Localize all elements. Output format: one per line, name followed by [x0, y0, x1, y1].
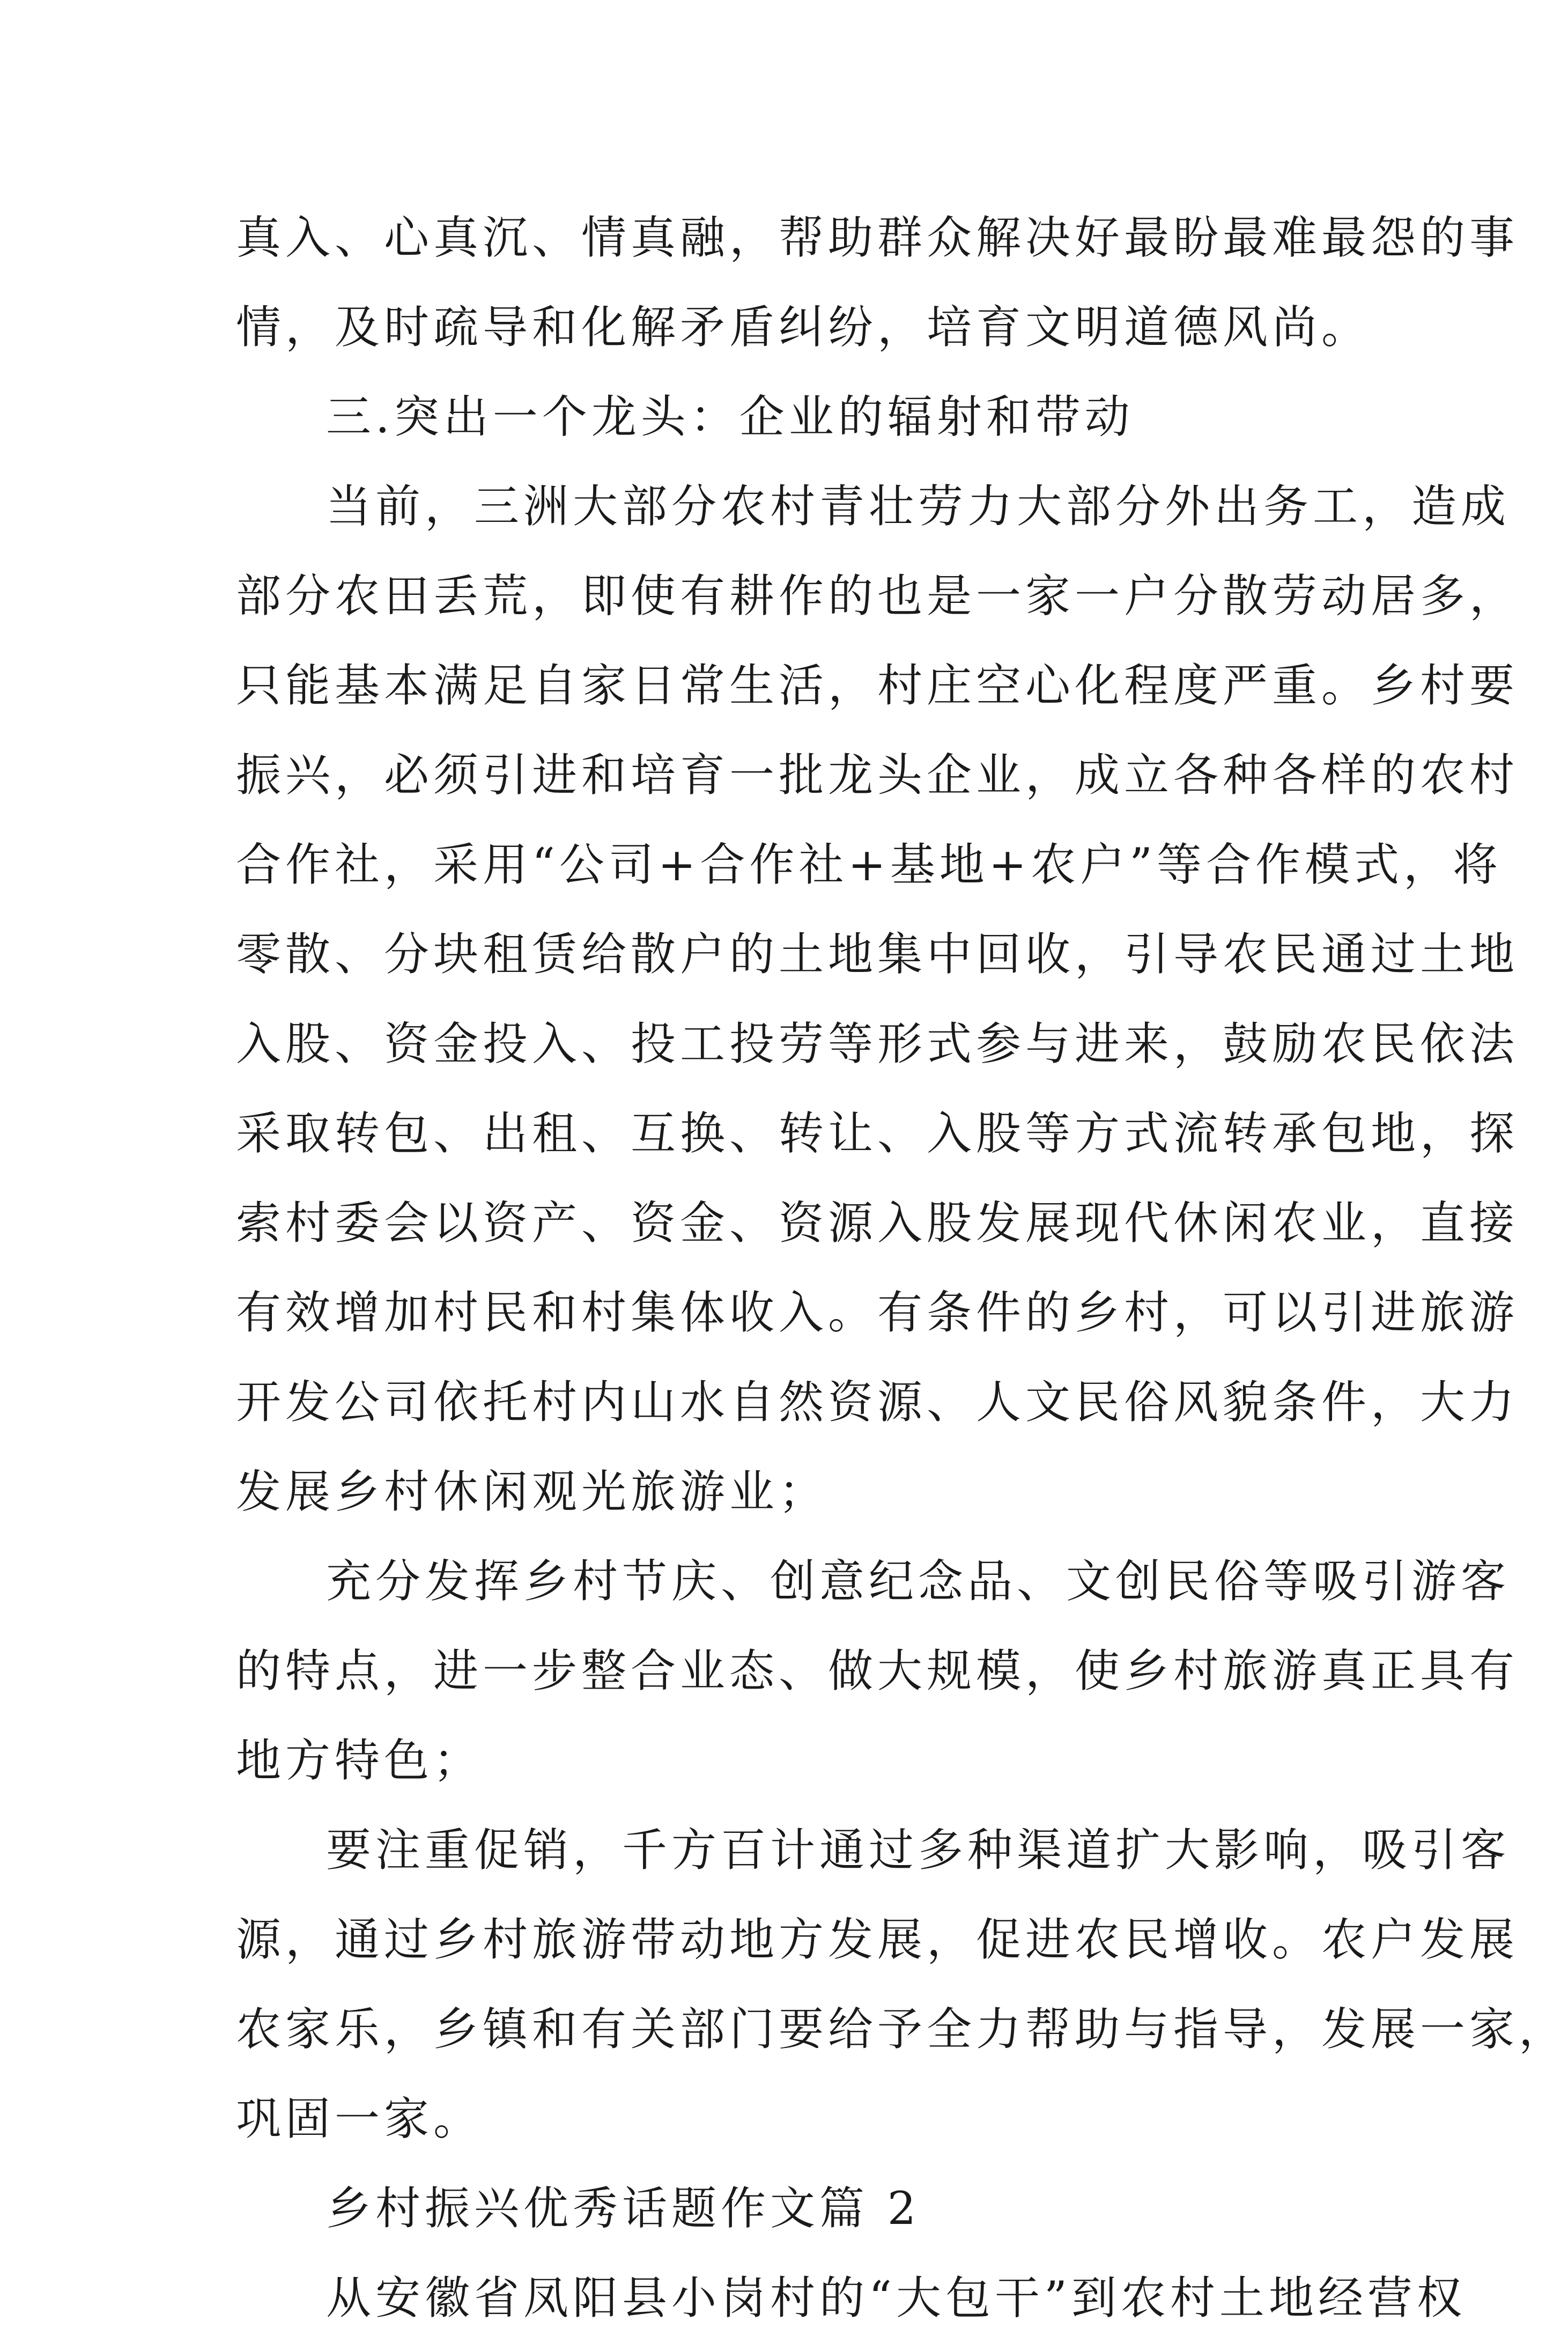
- text-line: 当前，三洲大部分农村青壮劳力大部分外出务工，造成: [326, 480, 1511, 533]
- text-line: 部分农田丢荒，即使有耕作的也是一家一户分散劳动居多，: [236, 570, 1519, 622]
- text-line: 入股、资金投入、投工投劳等形式参与进来，鼓励农民依法: [236, 1018, 1519, 1070]
- text-line: 采取转包、出租、互换、转让、入股等方式流转承包地，探: [236, 1107, 1519, 1160]
- text-line: 零散、分块租赁给散户的土地集中回收，引导农民通过土地: [236, 928, 1519, 981]
- document-body: [236, 193, 1568, 2343]
- text-line: 的特点，进一步整合业态、做大规模，使乡村旅游真正具有: [236, 1645, 1519, 1697]
- text-line: 充分发挥乡村节庆、创意纪念品、文创民俗等吸引游客: [326, 1555, 1511, 1608]
- text-line: 三.突出一个龙头：企业的辐射和带动: [326, 390, 1134, 443]
- text-line: 要注重促销，千方百计通过多种渠道扩大影响，吸引客: [326, 1824, 1511, 1876]
- text-line: 开发公司依托村内山水自然资源、人文民俗风貌条件，大力: [236, 1376, 1519, 1428]
- text-line: 振兴，必须引进和培育一批龙头企业，成立各种各样的农村: [236, 749, 1519, 801]
- text-line: 从安徽省凤阳县小岗村的“大包干”到农村土地经营权: [326, 2272, 1466, 2324]
- text-line: 源，通过乡村旅游带动地方发展，促进农民增收。农户发展: [236, 1913, 1519, 1966]
- text-line: 有效增加村民和村集体收入。有条件的乡村，可以引进旅游: [236, 1286, 1519, 1339]
- text-line: 地方特色；: [236, 1734, 483, 1787]
- text-line: 农家乐，乡镇和有关部门要给予全力帮助与指导，发展一家，: [236, 2003, 1568, 2055]
- text-line: 发展乡村休闲观光旅游业；: [236, 1465, 829, 1518]
- text-line: 乡村振兴优秀话题作文篇 2: [326, 2182, 921, 2235]
- text-line: 情，及时疏导和化解矛盾纠纷，培育文明道德风尚。: [236, 301, 1371, 353]
- text-line: 索村委会以资产、资金、资源入股发展现代休闲农业，直接: [236, 1197, 1519, 1249]
- text-line: 真入、心真沉、情真融，帮助群众解决好最盼最难最怨的事: [236, 211, 1519, 264]
- text-line: 巩固一家。: [236, 2093, 483, 2145]
- text-line: 只能基本满足自家日常生活，村庄空心化程度严重。乡村要: [236, 659, 1519, 712]
- text-line: 合作社，采用“公司+合作社+基地+农户”等合作模式，将: [236, 838, 1503, 891]
